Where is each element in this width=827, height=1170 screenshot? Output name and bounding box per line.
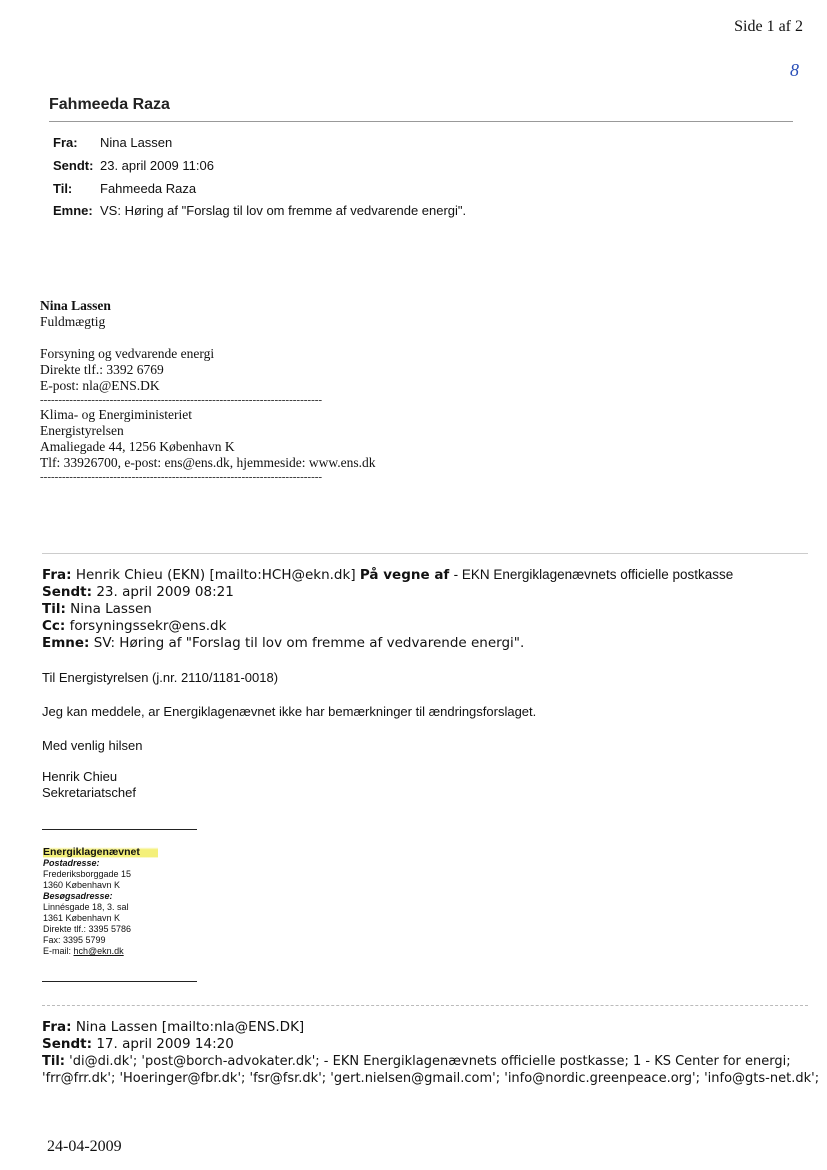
email2-sent-label: Sendt: (42, 584, 93, 600)
email3-sent-row (42, 1036, 234, 1053)
email2-body-signer: Henrik Chieu (42, 769, 118, 784)
ekn-postal-label: Postadresse: (43, 858, 100, 868)
email3-from-row (42, 1019, 304, 1036)
print-date: 24-04-2009 (47, 1138, 122, 1155)
signature-separator: ----------------------------------------------------------------------------- (40, 394, 323, 406)
email2-divider (42, 553, 808, 554)
signature-agency: Energistyrelsen (40, 423, 124, 438)
signature-title: Fuldmægtig (40, 314, 106, 329)
signature-address: Amaliegade 44, 1256 København K (40, 439, 235, 454)
email1-subject-value: VS: Høring af "Forslag til lov om fremme af vedvarende energi". (100, 203, 467, 218)
email3-sent-label: Sendt: (42, 1036, 93, 1052)
email1-from-value: Nina Lassen (100, 135, 173, 150)
email3-to-label: Til: (42, 1054, 65, 1069)
ekn-email-row (43, 946, 158, 957)
header-divider (49, 121, 793, 122)
email3-sent-value: 17. april 2009 14:20 (96, 1036, 234, 1052)
ekn-visit-line2: 1361 København K (43, 913, 121, 923)
email2-from-label: Fra: (42, 567, 72, 583)
signature-ministry: Klima- og Energiministeriet (40, 407, 192, 422)
email1-sent-value: 23. april 2009 11:06 (100, 158, 214, 173)
email1-to-value: Fahmeeda Raza (100, 181, 197, 196)
email3-to-line2: 'frr@frr.dk'; 'Hoeringer@fbr.dk'; 'fsr@fsr.dk'; 'gert.nielsen@gmail.com'; 'info@nordic.greenpeace.org'; 'info@gts-net.dk'; (42, 1071, 820, 1086)
ekn-postal-line1: Frederiksborggade 15 (43, 869, 132, 879)
email2-subject-label: Emne: (42, 635, 90, 651)
email2-sent-value: 23. april 2009 08:21 (96, 584, 234, 600)
signature-department: Forsyning og vedvarende energi (40, 346, 215, 361)
email2-body-signer-title: Sekretariatschef (42, 785, 136, 800)
email1-sent-label: Sendt: (53, 158, 94, 173)
email2-cc-row (42, 618, 226, 635)
signature-phone: Direkte tlf.: 3392 6769 (40, 362, 164, 377)
email2-on-behalf-value: - EKN Energiklagenævnets officielle postkasse (453, 567, 734, 582)
ekn-address-block (43, 847, 158, 957)
email1-subject-row (53, 203, 466, 218)
page-number: Side 1 af 2 (734, 18, 803, 35)
ekn-email-label: E-mail: (43, 946, 74, 956)
ekn-fax: Fax: 3395 5799 (43, 935, 106, 945)
ekn-phone: Direkte tlf.: 3395 5786 (43, 924, 132, 934)
ekn-title: Energiklagenævnet (43, 846, 158, 858)
ekn-visit-label: Besøgsadresse: (43, 891, 113, 901)
email2-cc-label: Cc: (42, 618, 66, 634)
email1-to-row (53, 181, 196, 196)
email2-from-value: Henrik Chieu (EKN) [mailto:HCH@ekn.dk] (75, 567, 356, 583)
signature-email: E-post: nla@ENS.DK (40, 378, 160, 393)
signature-contact: Tlf: 33926700, e-post: ens@ens.dk, hjemmeside: www.ens.dk (40, 455, 376, 470)
mailbox-owner-name: Fahmeeda Raza (49, 96, 170, 113)
email1-from-label: Fra: (53, 135, 78, 150)
ekn-email-link[interactable]: hch@ekn.dk (73, 946, 124, 956)
email3-from-label: Fra: (42, 1019, 72, 1035)
ekn-rule-top (42, 829, 197, 830)
signature-separator-bottom: ----------------------------------------------------------------------------- (40, 471, 323, 483)
ekn-postal-line2: 1360 København K (43, 880, 121, 890)
email1-from-row (53, 135, 172, 150)
email1-subject-label: Emne: (53, 203, 93, 218)
email3-to-row (42, 1053, 791, 1070)
email2-sent-row (42, 584, 234, 601)
email2-body-closing: Med venlig hilsen (42, 738, 143, 753)
email2-on-behalf-label: På vegne af (359, 567, 450, 583)
ekn-visit-line1: Linnésgade 18, 3. sal (43, 902, 129, 912)
ekn-rule-bottom (42, 981, 197, 982)
email2-to-label: Til: (42, 601, 66, 617)
email3-to-row-continued (42, 1070, 819, 1087)
email2-body-message: Jeg kan meddele, ar Energiklagenævnet ikke har bemærkninger til ændringsforslaget. (42, 704, 537, 719)
email2-subject-row (42, 635, 524, 652)
email3-to-line1: 'di@di.dk'; 'post@borch-advokater.dk'; - EKN Energiklagenævnets officielle postkasse; 1 - KS Center for energi; (69, 1054, 791, 1069)
email2-body-reference: Til Energistyrelsen (j.nr. 2110/1181-0018) (42, 670, 279, 685)
email1-to-label: Til: (53, 181, 73, 196)
email3-from-value: Nina Lassen [mailto:nla@ENS.DK] (75, 1019, 305, 1035)
signature-name: Nina Lassen (40, 298, 111, 313)
email3-divider (42, 1005, 808, 1006)
signature-block (40, 298, 445, 484)
email2-from-row (42, 566, 733, 584)
email2-subject-value: SV: Høring af "Forslag til lov om fremme af vedvarende energi". (93, 635, 525, 651)
email2-cc-value: forsyningssekr@ens.dk (69, 618, 227, 634)
handwritten-mark: 8 (790, 60, 799, 80)
email1-sent-row (53, 158, 214, 173)
email2-to-value: Nina Lassen (70, 601, 152, 617)
email2-to-row (42, 601, 152, 618)
